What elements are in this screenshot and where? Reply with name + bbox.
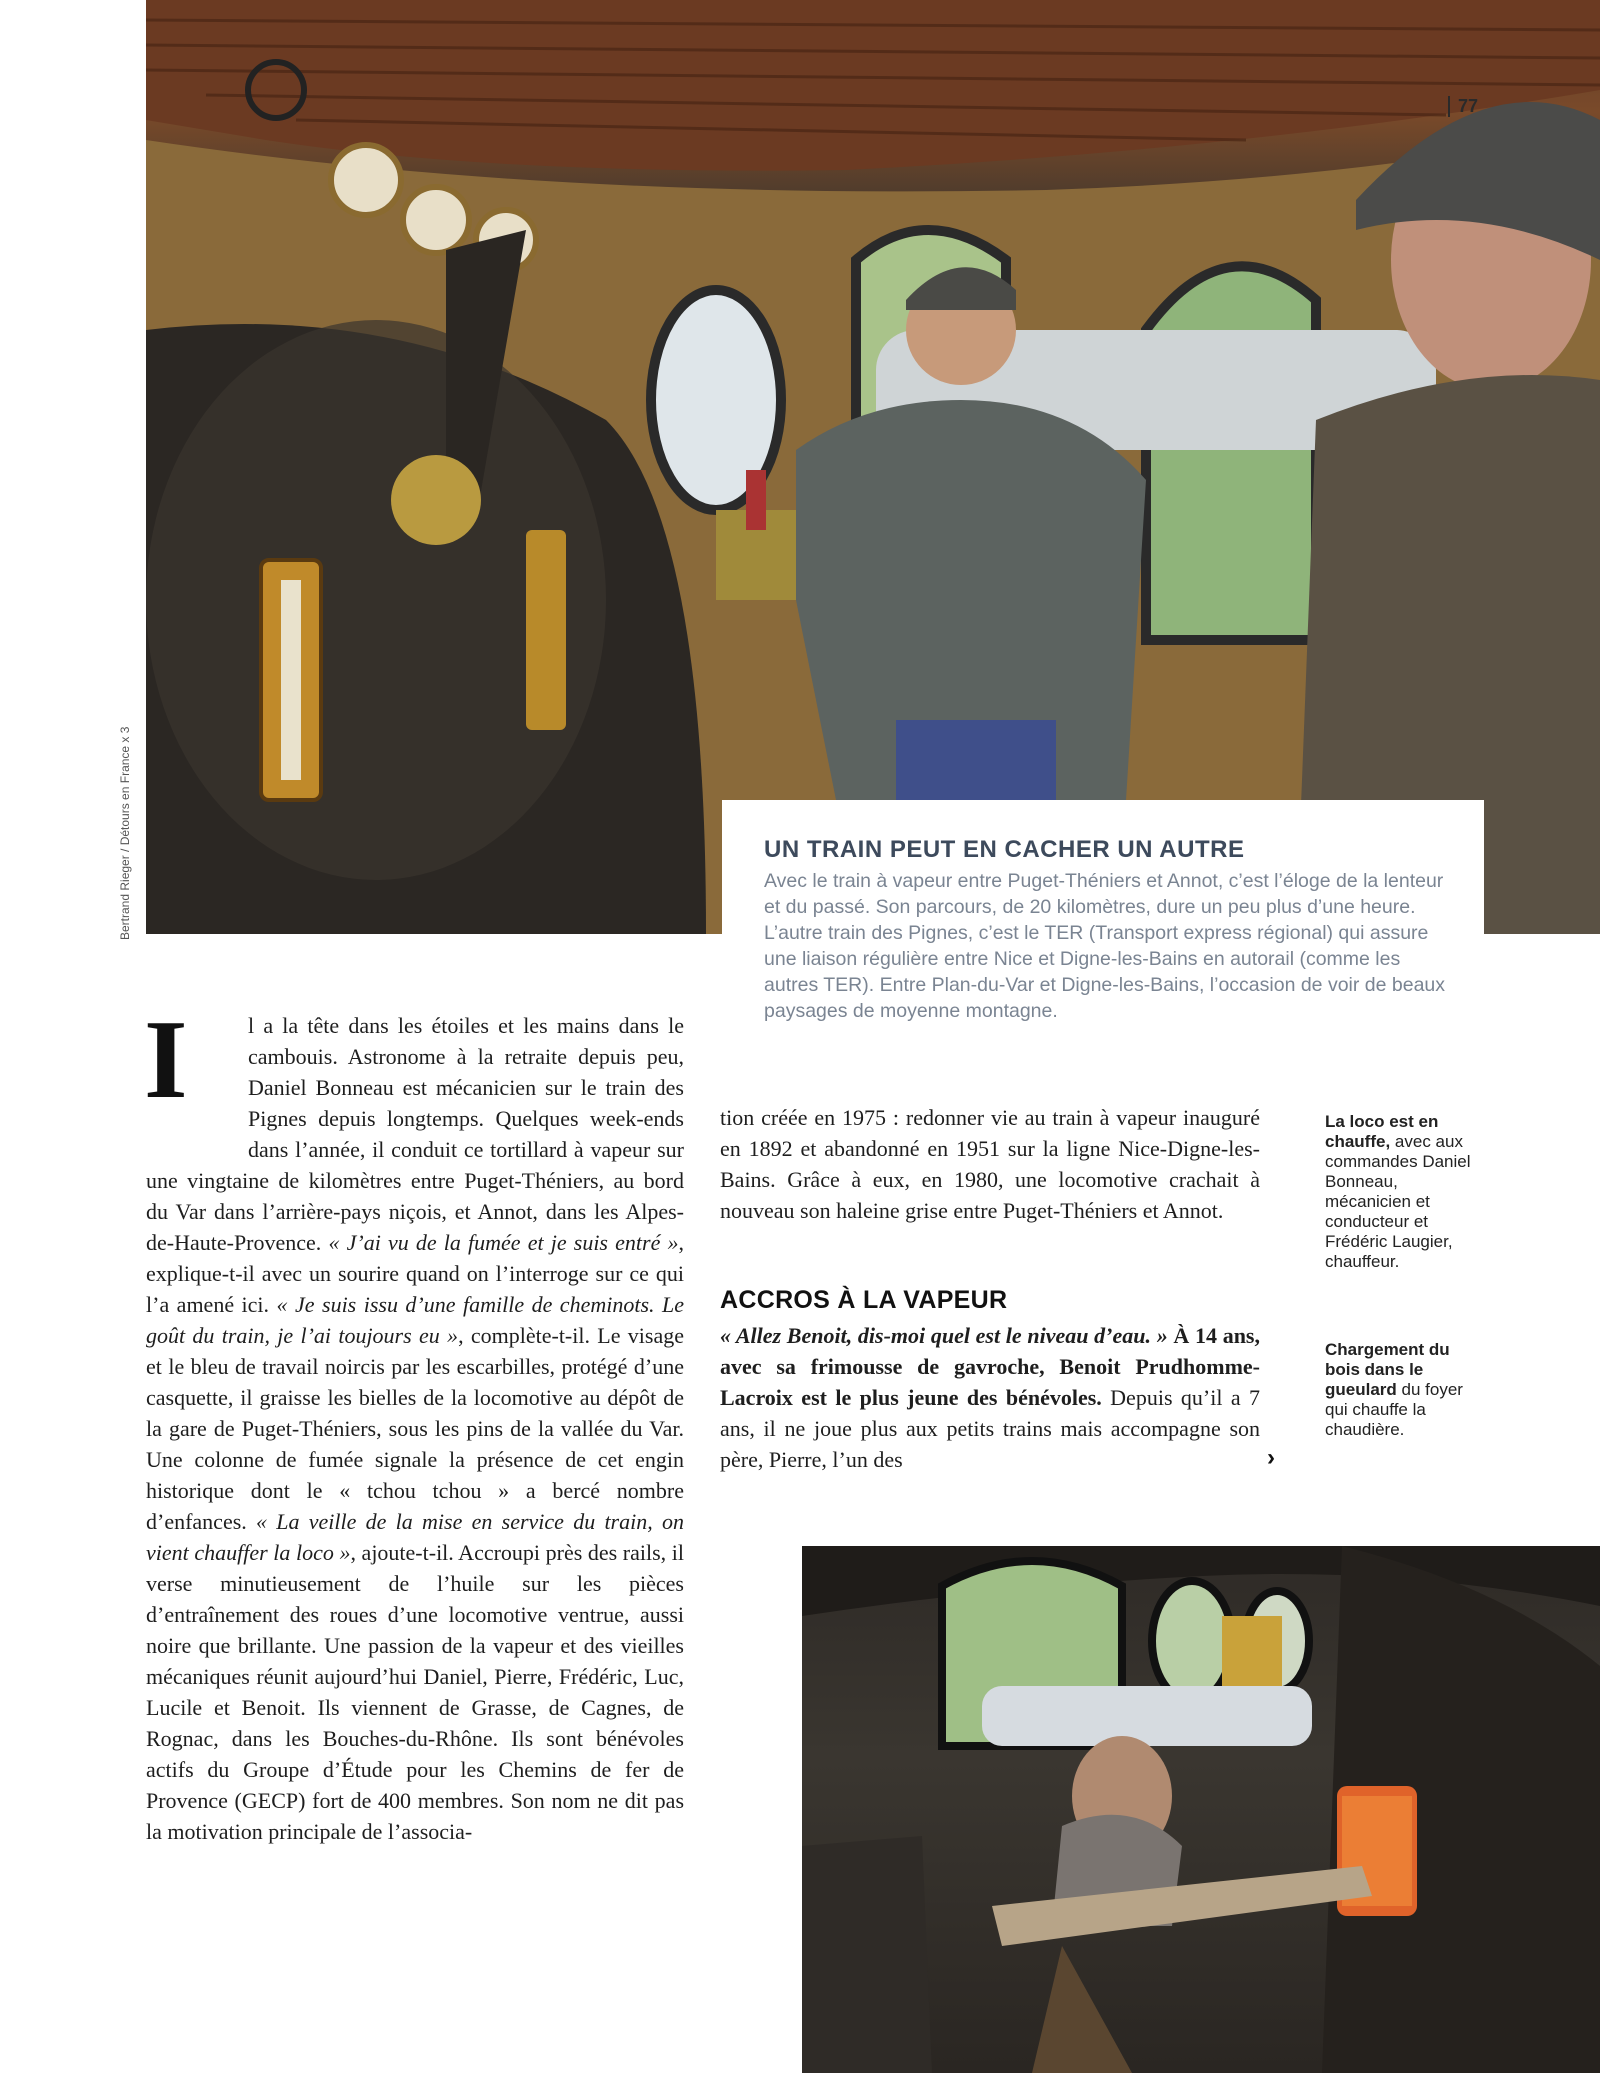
body-text: , ajoute-t-il. Accroupi près des rails, il verse minutieusement de l’huile sur les pièces d’entraînement des roues d’une locomotive ventrue, aussi noire que brillante. Une passion de la vapeur et des vieilles mécaniques réunit aujourd’hui Daniel, Pierre, Frédéric, Luc, Lucile et Benoit. Ils viennent de Grasse, de Cagnes, de Rognac, dans les Bouches-du-Rhône. Ils sont bénévoles actifs du Groupe d’Étude pour les Chemins de fer de Provence (GECP) fort de 400 membres. Son nom ne dit pas la motivation principale de l’associa- <box>146 1540 684 1844</box>
continue-arrow-icon: › <box>1267 1444 1275 1471</box>
side-caption-bold: Chargement du bois dans le gueulard <box>1325 1340 1450 1399</box>
top-photo <box>146 0 1600 934</box>
body-text: , complète-t-il. Le visage et le bleu de travail noircis par les escarbilles, protégé d’une casquette, il graisse les bielles de la locomotive au dépôt de la gare de Puget-Théniers, sous les pins de la vallée du Var. Une colonne de fumée signale la présence de cet engin historique dont le « tchou tchou » a bercé nombre d’enfances. <box>146 1323 684 1534</box>
drop-cap-spacer <box>144 998 248 1165</box>
quote-text: « J’ai vu de la fumée et je suis entré » <box>328 1230 679 1255</box>
firebox-loading-illustration <box>802 1546 1600 2073</box>
body-text: Depuis qu’il a 7 ans, il ne joue plus aux petits trains mais accompagne son père, Pierre, l’un des <box>720 1385 1260 1472</box>
lead-bold-text: À 14 ans, avec sa frimousse de gavroche, Benoit Prudhomme-Lacroix est le plus jeune des bénévoles. <box>720 1323 1260 1410</box>
body-text: l a la tête dans les étoiles et les mains dans le cambouis. Astronome à la retraite depuis peu, Daniel Bonneau est mécanicien sur le train des Pignes depuis longtemps. Quelques week-ends dans l’année, il conduit ce tortillard à vapeur sur une vingtaine de kilomètres entre Puget-Théniers, au bord du Var dans l’arrière-pays niçois, et Annot, dans les Alpes-de-Haute-Provence. <box>146 1013 684 1255</box>
quote-text: « Je suis issu d’une famille de cheminots. Le goût du train, je l’ai toujours eu » <box>146 1292 684 1348</box>
side-caption-bold: La loco est en chauffe, <box>1325 1112 1439 1151</box>
article-column-1 <box>144 998 684 1847</box>
section-heading: ACCROS À LA VAPEUR <box>720 1286 1008 1314</box>
body-text: , explique-t-il avec un sourire quand on l’interroge sur ce qui l’a amené ici. <box>146 1230 684 1317</box>
article-column-2-continued <box>720 1320 1260 1475</box>
side-caption-2 <box>1325 1340 1485 1440</box>
side-caption-text: avec aux commandes Daniel Bonneau, mécanicien et conducteur et Frédéric Laugier, chauffeur. <box>1325 1132 1471 1271</box>
article-column-2: tion créée en 1975 : redonner vie au train à vapeur inauguré en 1892 et abandonné en 1951 sur la ligne Nice-Digne-les-Bains. Grâce à eux, en 1980, une locomotive crachait à nouveau son haleine grise entre Puget-Théniers et Annot. <box>720 1105 1260 1223</box>
cab-interior-illustration <box>146 0 1600 934</box>
drop-cap: I <box>144 998 188 1122</box>
side-caption-text: du foyer qui chauffe la chaudière. <box>1325 1380 1463 1439</box>
caption-text: Avec le train à vapeur entre Puget-Théniers et Annot, c’est l’éloge de la lenteur et du passé. Son parcours, de 20 kilomètres, dure un peu plus d’une heure. L’autre train des Pignes, c’est le TER (Transport express régional) qui assure une liaison régulière entre Nice et Digne-les-Bains en autorail (comme les autres TER). Entre Plan-du-Var et Digne-les-Bains, l’occasion de voir de beaux paysages de moyenne montagne. <box>764 870 1446 1022</box>
page-number: 77 <box>1448 96 1478 117</box>
photo-caption-box <box>722 800 1484 1025</box>
quote-text: « La veille de la mise en service du train, on vient chauffer la loco » <box>146 1509 684 1565</box>
bottom-photo <box>802 1546 1600 2073</box>
photo-credit: Bertrand Rieger / Détours en France x 3 <box>118 726 132 940</box>
caption-title: UN TRAIN PEUT EN CACHER UN AUTRE <box>764 836 1245 863</box>
lead-quote: « Allez Benoit, dis-moi quel est le niveau d’eau. » <box>720 1323 1168 1348</box>
side-caption-1 <box>1325 1112 1485 1272</box>
